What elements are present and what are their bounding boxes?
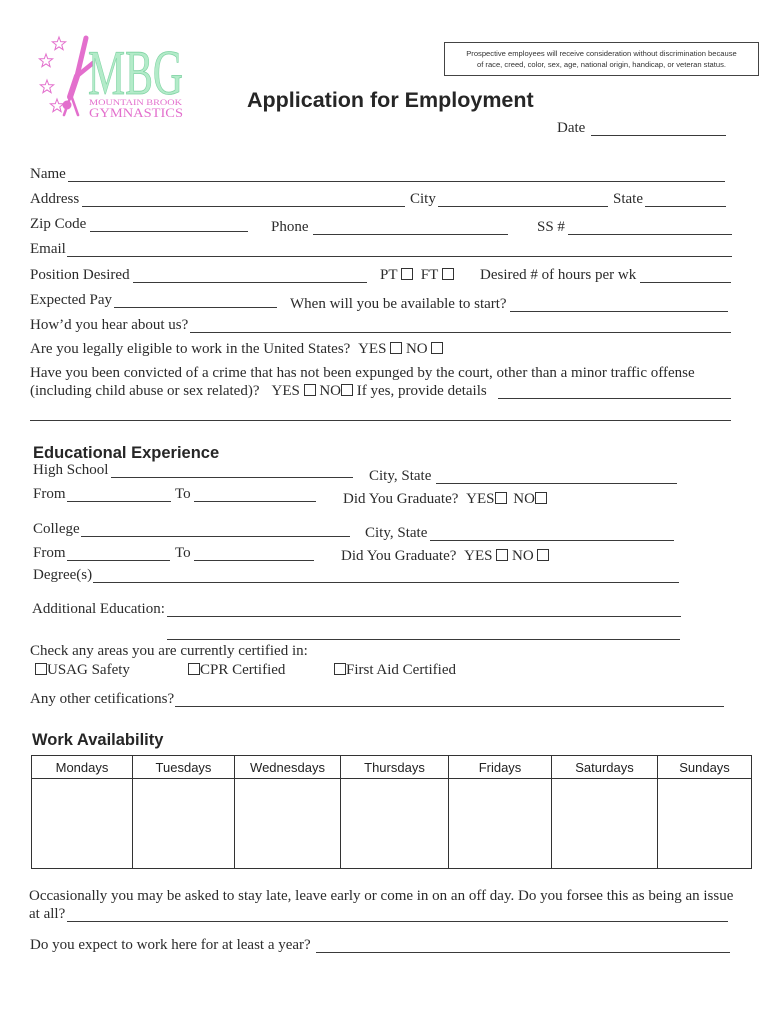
eligibility-row [30,341,443,358]
availability-cell-saturdays[interactable] [552,779,658,869]
conviction-details-label: If yes, provide details [356,383,487,399]
position-label: Position Desired [30,267,130,283]
other-certs-label: Any other cetifications? [30,691,175,707]
additional-education-field-2[interactable] [167,624,680,640]
address-label: Address [30,191,80,207]
start-label: When will you be available to start? [290,296,507,312]
high-school-graduate-row [343,491,547,508]
cert-cpr-checkbox[interactable] [188,663,200,675]
conviction-question-cont: (including child abuse or sex related)? [30,383,260,399]
position-field[interactable] [133,267,367,283]
hours-label: Desired # of hours per wk [480,267,637,283]
cert-usag-checkbox[interactable] [35,663,47,675]
day-header-sundays: Sundays [658,756,752,779]
availability-cell-mondays[interactable] [32,779,133,869]
hours-field[interactable] [640,267,731,283]
stay-late-question: Occasionally you may be asked to stay late, leave early or come in on an off day. Do you forsee this as being an issue [29,888,734,904]
cert-cpr-label: CPR Certified [200,662,286,678]
high-school-yes-label: YES [466,491,495,507]
availability-cell-wednesdays[interactable] [235,779,341,869]
high-school-field[interactable] [111,462,353,478]
ft-label: FT [420,267,438,283]
availability-cell-tuesdays[interactable] [133,779,235,869]
college-city-state-label: City, State [365,525,428,541]
pay-field[interactable] [114,292,277,308]
day-header-mondays: Mondays [32,756,133,779]
high-school-from-field[interactable] [67,486,171,502]
college-label: College [33,521,80,537]
conviction-details-field[interactable] [498,383,731,399]
mbg-logo [30,30,190,122]
availability-cell-fridays[interactable] [449,779,552,869]
stay-late-field[interactable] [67,906,728,922]
name-label: Name [30,166,66,182]
college-city-state-field[interactable] [430,525,674,541]
cert-usag [35,662,130,679]
nondiscrimination-notice [444,42,759,76]
eligibility-yes-checkbox[interactable] [390,342,402,354]
availability-cell-thursdays[interactable] [341,779,449,869]
additional-education-field[interactable] [167,601,681,617]
ss-label: SS # [537,219,565,235]
referral-label: How’d you hear about us? [30,317,189,333]
high-school-graduate-question: Did You Graduate? [343,491,459,507]
ss-field[interactable] [568,219,732,235]
college-to-field[interactable] [194,545,314,561]
eligibility-yes-label: YES [358,341,387,357]
day-header-saturdays: Saturdays [552,756,658,779]
city-label: City [410,191,436,207]
conviction-no-label: NO [319,383,342,399]
star-icon [39,54,52,67]
star-icon [52,37,65,50]
phone-label: Phone [271,219,309,235]
phone-field[interactable] [313,219,508,235]
eligibility-no-checkbox[interactable] [431,342,443,354]
college-from-label: From [33,545,66,561]
pt-checkbox[interactable] [401,268,413,280]
email-label: Email [30,241,66,257]
pt-ft-options [380,267,454,284]
stay-late-question-cont: at all? [29,906,66,922]
high-school-yes-checkbox[interactable] [495,492,507,504]
one-year-question: Do you expect to work here for at least a year? [30,937,311,953]
star-icon [50,99,63,112]
star-icons [39,37,65,112]
zip-field[interactable] [90,216,248,232]
eligibility-no-label: NO [405,341,428,357]
name-field[interactable] [68,166,725,182]
conviction-no-checkbox[interactable] [341,384,353,396]
logo-monogram: MBG [88,37,183,108]
high-school-city-state-label: City, State [369,468,432,484]
logo-line-1: MOUNTAIN BROOK [89,97,184,107]
high-school-label: High School [33,462,109,478]
availability-row [32,779,752,869]
education-heading: Educational Experience [33,444,220,462]
day-header-wednesdays: Wednesdays [235,756,341,779]
additional-education-label: Additional Education: [32,601,165,617]
college-yes-label: YES [464,548,493,564]
referral-field[interactable] [190,317,731,333]
college-graduate-row [341,548,549,565]
degrees-label: Degree(s) [33,567,93,583]
availability-header-row [32,756,752,779]
day-header-thursdays: Thursdays [341,756,449,779]
college-no-label: NO [512,548,534,564]
pay-label: Expected Pay [30,292,113,308]
date-label: Date [557,120,586,136]
high-school-from-label: From [33,486,66,502]
logo-line-2: GYMNASTICS [89,106,184,120]
city-field[interactable] [438,191,608,207]
one-year-field[interactable] [316,937,730,953]
availability-cell-sundays[interactable] [658,779,752,869]
availability-table [31,755,752,869]
pt-label: PT [380,267,398,283]
star-icon [40,80,53,93]
college-from-field[interactable] [67,545,170,561]
college-to-label: To [175,545,191,561]
day-header-tuesdays: Tuesdays [133,756,235,779]
certifications-prompt: Check any areas you are currently certified in: [30,643,308,659]
page-title: Application for Employment [247,88,534,112]
college-yes-checkbox[interactable] [496,549,508,561]
cert-usag-label: USAG Safety [47,662,130,678]
other-certs-field[interactable] [175,691,724,707]
day-header-fridays: Fridays [449,756,552,779]
conviction-row-2 [30,383,487,400]
date-field[interactable] [591,120,726,136]
email-field[interactable] [67,241,732,257]
notice-line-2: of race, creed, color, sex, age, national origin, handicap, or veteran status. [476,60,727,69]
high-school-to-field[interactable] [194,486,316,502]
high-school-city-state-field[interactable] [436,468,677,484]
college-field[interactable] [81,521,350,537]
degrees-field[interactable] [93,567,679,583]
availability-heading: Work Availability [32,731,164,749]
notice-line-1: Prospective employees will receive consideration without discrimination because [466,49,737,58]
high-school-no-label: NO [513,491,535,507]
high-school-no-checkbox[interactable] [535,492,547,504]
college-graduate-question: Did You Graduate? [341,548,457,564]
state-field[interactable] [645,191,726,207]
start-field[interactable] [510,296,728,312]
college-no-checkbox[interactable] [537,549,549,561]
state-label: State [613,191,643,207]
high-school-to-label: To [175,486,191,502]
conviction-yes-label: YES [271,383,300,399]
ft-checkbox[interactable] [442,268,454,280]
conviction-yes-checkbox[interactable] [304,384,316,396]
eligibility-question: Are you legally eligible to work in the United States? [30,341,351,357]
zip-label: Zip Code [30,216,87,232]
address-field[interactable] [82,191,405,207]
cert-first-aid [334,662,456,679]
cert-first-aid-label: First Aid Certified [346,662,456,678]
conviction-question: Have you been convicted of a crime that has not been expunged by the court, other than a minor traffic offense [30,365,695,381]
cert-first-aid-checkbox[interactable] [334,663,346,675]
cert-cpr [188,662,285,679]
conviction-details-field-2[interactable] [30,405,731,421]
